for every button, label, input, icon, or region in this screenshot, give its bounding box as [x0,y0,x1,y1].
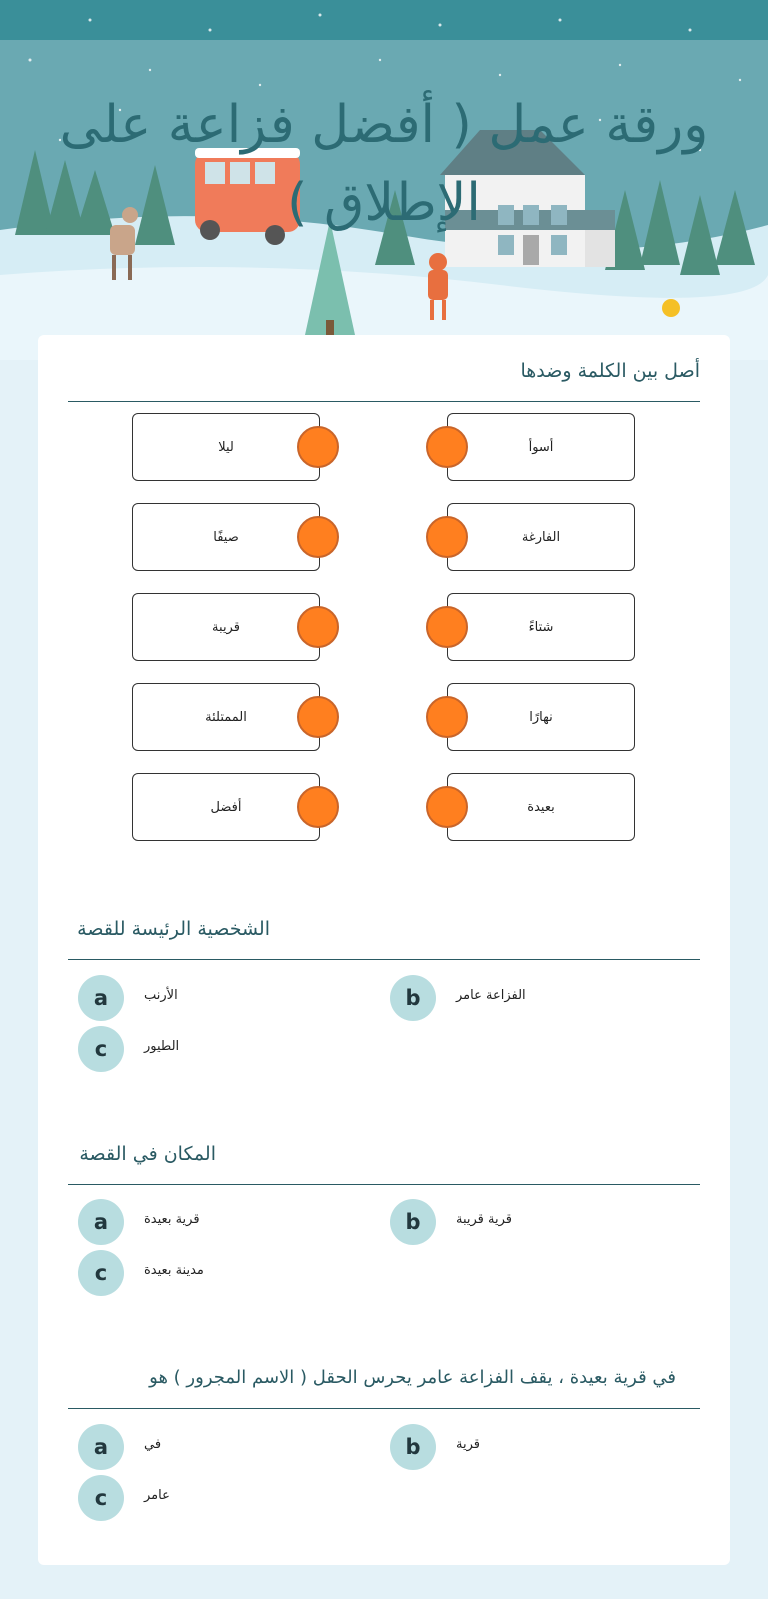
match-connector-dot[interactable] [297,426,339,468]
match-right-item[interactable]: بعيدة [447,773,635,841]
worksheet-card [38,335,730,1565]
option-text[interactable]: قرية بعيدة [144,1212,200,1227]
option-text[interactable]: في [144,1437,162,1452]
match-connector-dot[interactable] [297,606,339,648]
header-banner [0,0,768,360]
option-a-badge[interactable]: a [78,1199,124,1245]
match-connector-dot[interactable] [426,696,468,738]
match-connector-dot[interactable] [426,516,468,558]
option-c-badge[interactable]: c [78,1026,124,1072]
question-title: المكان في القصة [79,1143,216,1165]
match-connector-dot[interactable] [297,696,339,738]
option-text[interactable]: قرية [456,1437,480,1452]
match-left-item[interactable]: صيفًا [132,503,320,571]
option-text[interactable]: الأرنب [144,988,178,1003]
section-divider [68,959,700,960]
section-divider [68,1184,700,1185]
option-b-badge[interactable]: b [390,975,436,1021]
option-b-badge[interactable]: b [390,1199,436,1245]
option-text[interactable]: عامر [144,1488,170,1503]
option-c-badge[interactable]: c [78,1250,124,1296]
section-divider [68,401,700,402]
match-connector-dot[interactable] [297,516,339,558]
match-right-item[interactable]: أسوأ [447,413,635,481]
option-text[interactable]: الطيور [144,1039,180,1054]
match-connector-dot[interactable] [426,786,468,828]
section-divider [68,1408,700,1409]
option-a-badge[interactable]: a [78,1424,124,1470]
match-right-item[interactable]: الفارغة [447,503,635,571]
match-right-item[interactable]: شتاءً [447,593,635,661]
match-left-item[interactable]: قريبة [132,593,320,661]
option-text[interactable]: قرية قريبة [456,1212,513,1227]
page-title: ورقة عمل ( أفضل فزاعة على الإطلاق ) [59,95,709,233]
question-title: في قرية بعيدة ، يقف الفزاعة عامر يحرس الحقل ( الاسم المجرور ) هو [149,1367,676,1388]
match-left-item[interactable]: الممتلئة [132,683,320,751]
match-left-item[interactable]: أفضل [132,773,320,841]
match-left-item[interactable]: ليلا [132,413,320,481]
option-a-badge[interactable]: a [78,975,124,1021]
match-connector-dot[interactable] [426,606,468,648]
question-title: الشخصية الرئيسة للقصة [77,918,270,940]
match-right-item[interactable]: نهارًا [447,683,635,751]
matching-title: أصل بين الكلمة وضدها [520,360,700,382]
option-text[interactable]: مدينة بعيدة [144,1263,204,1278]
option-text[interactable]: الفزاعة عامر [456,988,526,1003]
match-connector-dot[interactable] [426,426,468,468]
option-c-badge[interactable]: c [78,1475,124,1521]
match-connector-dot[interactable] [297,786,339,828]
option-b-badge[interactable]: b [390,1424,436,1470]
